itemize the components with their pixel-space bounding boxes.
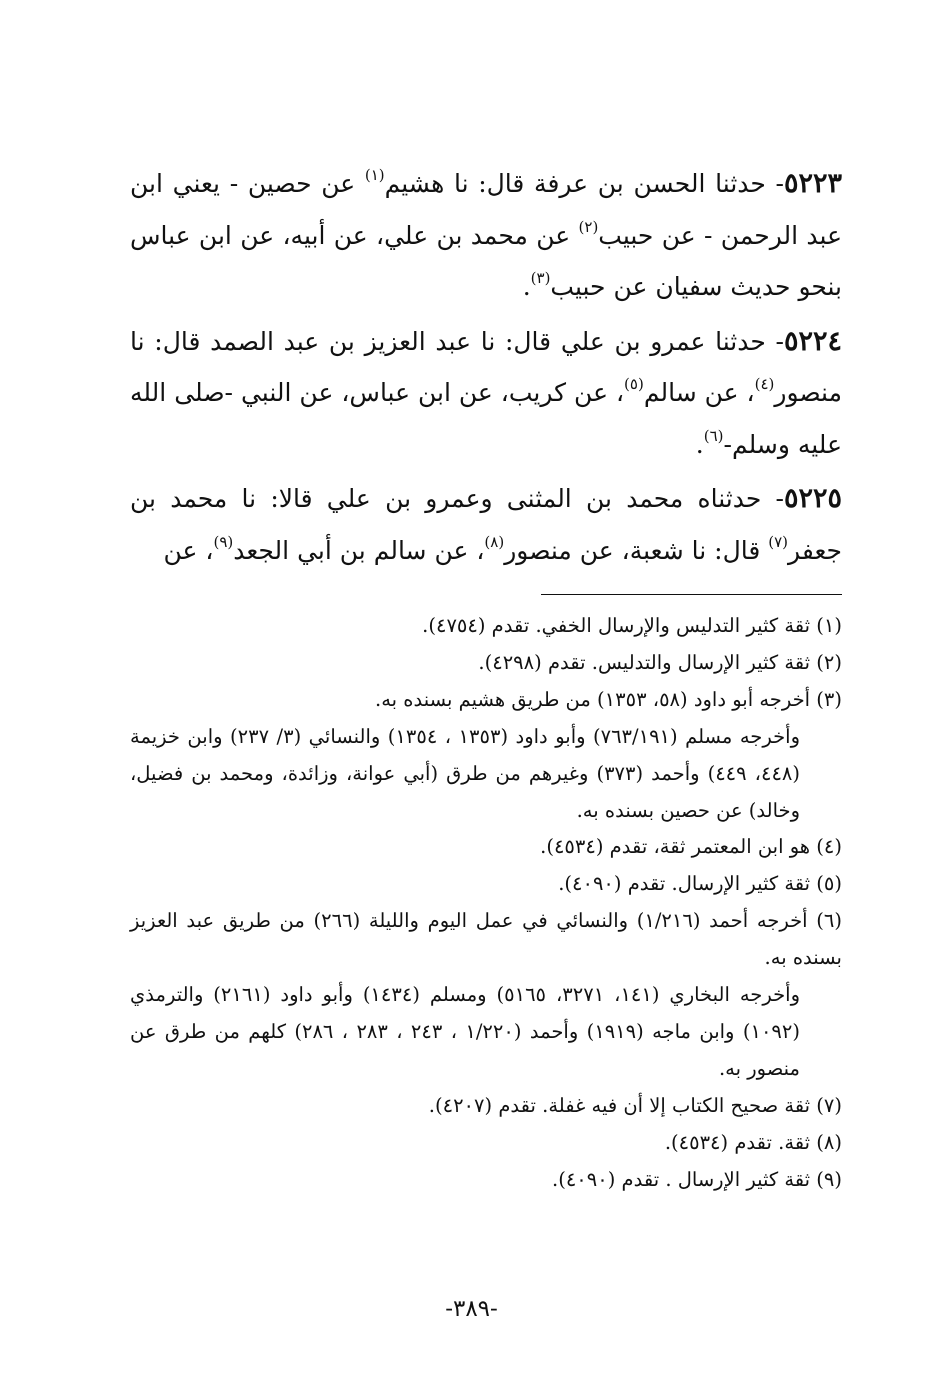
footnote-text: ثقة صحيح الكتاب إلا أن فيه غفلة. تقدم (٤٢٠٧).	[428, 1093, 811, 1117]
hadith-text: - حدثنا الحسن بن عرفة قال: نا هشيم	[384, 169, 784, 198]
footnote-mark: (٨)	[816, 1130, 842, 1154]
footnote-5	[130, 866, 842, 903]
footnote-4	[130, 829, 842, 866]
footnote-mark: (٥)	[816, 872, 842, 896]
hadith-text: - حدثناه محمد بن المثنى وعمرو بن علي قالا: نا محمد بن جعفر	[130, 484, 842, 565]
footnote-continuation: وأخرجه مسلم (٧٦٣/١٩١) وأبو داود (١٣٥٣ ، ١٣٥٤) والنسائي (٣/ ٢٣٧) وابن خزيمة (٤٤٨، ٤٤٩) وأحمد (٣٧٣) وغيرهم من طرق (أبي عوانة، وزائدة، ومحمد بن فضيل، وخالد) عن حصين بسنده به.	[130, 724, 800, 822]
hadith-number: ٥٢٢٣	[783, 168, 842, 199]
footnote-mark: (٣)	[816, 687, 842, 711]
footnote-ref[interactable]: (٧)	[768, 532, 789, 551]
hadith-text: عن حصين - يعني ابن عبد الرحمن - عن حبيب	[130, 169, 843, 250]
footnotes	[130, 608, 842, 1199]
hadith-text: عن محمد بن علي، عن أبيه، عن ابن عباس بنحو حديث سفيان عن حبيب	[130, 220, 842, 301]
footnote-ref[interactable]: (٨)	[484, 532, 505, 551]
hadith-text: .	[522, 272, 531, 301]
footnote-6	[130, 903, 842, 1088]
footnote-text: أخرجه أحمد (١/٢١٦) والنسائي في عمل اليوم والليلة (٢٦٦) من طريق عبد العزيز بسنده به.	[130, 909, 842, 970]
footnote-ref[interactable]: (٥)	[624, 375, 644, 393]
hadith-entry-5224	[130, 316, 842, 471]
footnote-text: ثقة كثير الإرسال والتدليس. تقدم (٤٢٩٨).	[478, 650, 811, 674]
footnote-ref[interactable]: (٣)	[530, 269, 551, 287]
footnote-text: ثقة. تقدم (٤٥٣٤).	[664, 1130, 811, 1154]
footnote-mark: (٩)	[816, 1167, 842, 1191]
footnote-2	[130, 645, 842, 682]
page-number: -٣٨٩-	[445, 1296, 498, 1322]
hadith-number: ٥٢٢٤	[783, 325, 842, 357]
hadith-text: قال: نا شعبة، عن منصور	[504, 535, 769, 565]
hadith-text: ، عن سالم	[643, 378, 755, 407]
footnote-text: ثقة كثير التدليس والإرسال الخفي. تقدم (٤٧٥٤).	[422, 614, 811, 637]
footnote-ref[interactable]: (٩)	[213, 532, 234, 551]
hadith-entry-5223	[130, 158, 842, 313]
hadith-text: ، عن	[163, 535, 214, 565]
footnote-divider	[541, 594, 842, 595]
hadith-text: ، عن كريب، عن ابن عباس، عن النبي -صلى الله عليه وسلم-	[130, 378, 842, 459]
hadith-text: ، عن سالم بن أبي الجعد	[233, 535, 485, 565]
footnote-mark: (٤)	[816, 835, 842, 859]
footnote-3	[130, 682, 842, 830]
footnote-ref[interactable]: (٢)	[578, 217, 599, 236]
hadith-text: - حدثنا عمرو بن علي قال: نا عبد العزيز بن عبد الصمد قال: نا منصور	[130, 326, 842, 407]
hadith-body	[130, 158, 842, 579]
hadith-number: ٥٢٢٥	[783, 483, 842, 514]
footnote-9	[130, 1162, 842, 1199]
footnote-1	[130, 608, 842, 645]
footnote-text: ثقة كثير الإرسال . تقدم (٤٠٩٠).	[552, 1167, 811, 1191]
footnote-mark: (١)	[816, 614, 842, 637]
footnote-mark: (٧)	[816, 1093, 842, 1117]
footnote-continuation: وأخرجه البخاري (١٤١، ٣٢٧١، ٥١٦٥) ومسلم (١٤٣٤) وأبو داود (٢١٦١) والترمذي (١٠٩٢) وابن ماجه (١٩١٩) وأحمد (١/٢٢٠ ، ٢٤٣ ، ٢٨٣ ، ٢٨٦) كلهم من طرق عن منصور به.	[130, 983, 800, 1080]
footnote-ref[interactable]: (٤)	[754, 375, 775, 393]
footnote-ref[interactable]: (١)	[364, 166, 385, 184]
footnote-8	[130, 1125, 842, 1162]
footnote-7	[130, 1088, 842, 1125]
footnote-text: أخرجه أبو داود (٥٨، ١٣٥٣) من طريق هشيم بسنده به.	[375, 687, 811, 711]
footnote-mark: (٦)	[816, 909, 842, 933]
footnote-mark: (٢)	[816, 650, 842, 674]
footnote-text: هو ابن المعتمر ثقة، تقدم (٤٥٣٤).	[540, 835, 811, 859]
footnote-ref[interactable]: (٦)	[703, 426, 724, 445]
hadith-entry-5225	[130, 473, 842, 576]
footnote-text: ثقة كثير الإرسال. تقدم (٤٠٩٠).	[558, 872, 811, 896]
hadith-text: .	[695, 429, 704, 459]
